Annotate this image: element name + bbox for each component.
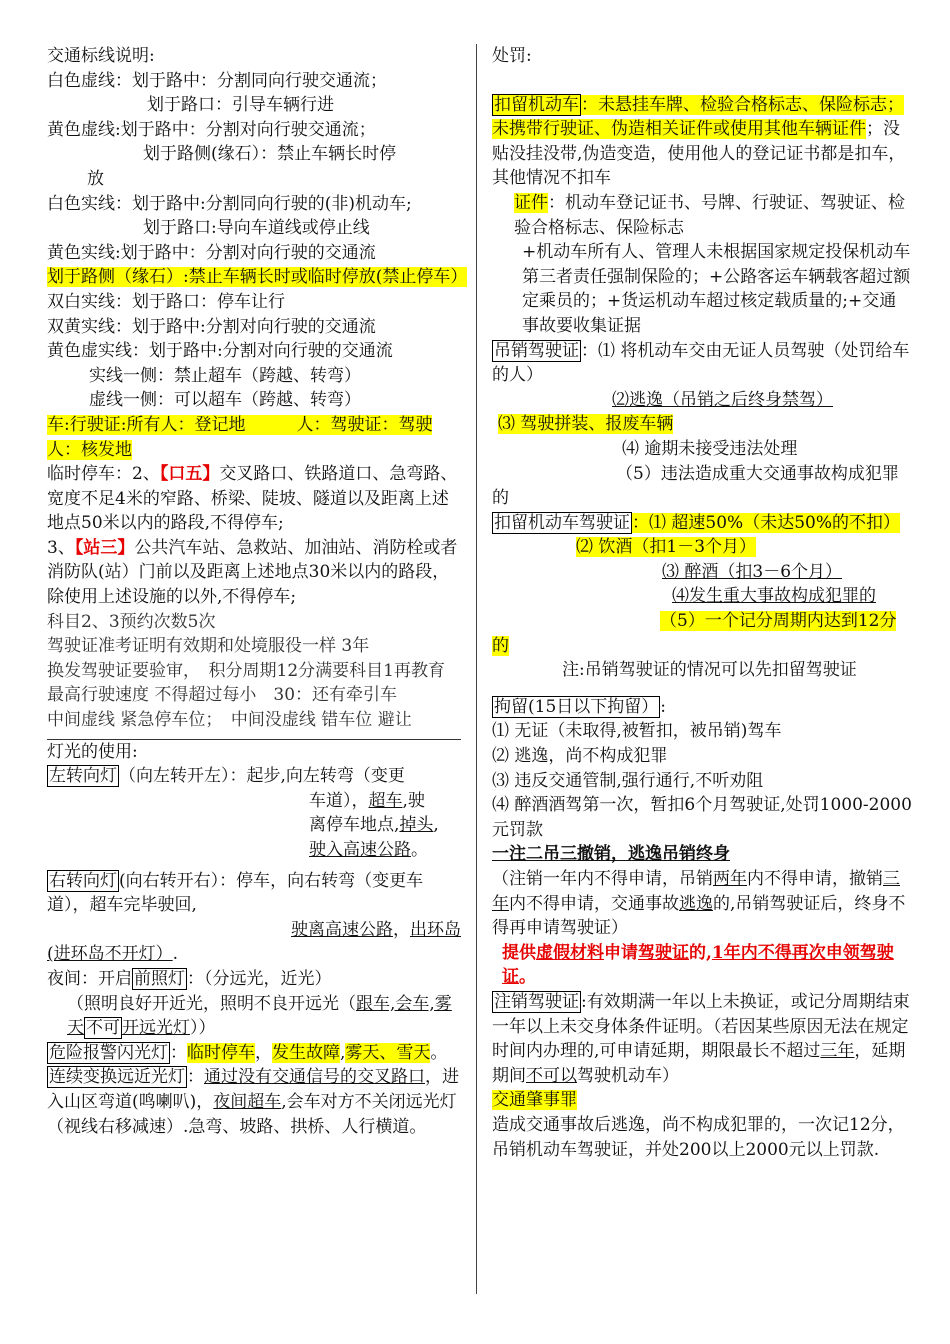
rule-summary: 一注二吊三撤销，逃逸吊销终身 — [492, 844, 730, 865]
hazard-line — [47, 1041, 461, 1066]
hazard-fault: 发生故障 — [272, 1042, 340, 1063]
left-turn-line-2 — [47, 789, 461, 814]
revoke-line-5: （5）违法造成重大交通事故构成犯罪的 — [492, 463, 899, 509]
yellow-mixed-line-1: 黄色虚实线：划于路中:分割对向行驶的交通流 — [47, 341, 393, 362]
temp-stop3-tag: 【站三】 — [74, 537, 135, 558]
detain-license-text-2: ⑵ 饮酒（扣1－3个月） — [576, 537, 757, 558]
rule-three-years: 三年 — [492, 869, 900, 914]
revoke-text-2: ⑵逃逸（吊销之后终身禁驾） — [612, 389, 833, 410]
custody-3: ⑶ 违反交通管制,强行通行,不听劝阻 — [492, 770, 764, 791]
flash-night-overtake: 夜间超车 — [213, 1091, 282, 1112]
cancel-text-b: ，延期期间 — [492, 1041, 906, 1086]
left-turn-period: 。 — [411, 840, 428, 860]
detain-license-text-5: （5）一个记分周期内达到12分的 — [492, 611, 897, 656]
cancel-not-allowed: 不可以 — [526, 1065, 577, 1086]
night-text-2a: （照明良好开近光，照明不良开远光（ — [67, 993, 356, 1014]
night-prefix: 夜间：开启 — [47, 968, 132, 989]
cancel-license-block — [492, 990, 912, 1088]
hazard-temp-stop: 临时停车 — [187, 1042, 255, 1063]
cancel-three-years: 三年 — [820, 1041, 855, 1062]
night-follow-car: 跟车,会车,雾天 — [67, 993, 452, 1039]
custody-title-line — [492, 695, 912, 720]
penalty-title: 处罚: — [492, 46, 532, 66]
hazard-colon: ： — [170, 1042, 187, 1063]
right-turn-comma: ， — [393, 919, 410, 940]
false-material-d: 。 — [519, 967, 536, 988]
hazard-sep-1: ， — [255, 1042, 272, 1063]
left-turn-line-3 — [47, 813, 461, 838]
license-highlight: 车:行驶证:所有人：登记地 人：驾驶证：驾驶人：核发地 — [47, 414, 433, 460]
markings-title: 交通标线说明: — [47, 46, 155, 66]
left-turn-overtake: 超车 — [368, 790, 403, 811]
cancel-text-a: :有效期满一年以上未换证，或记分周期结束一年以上未交身体条件证明。（若因某些原因无法在规定时间内办理的,可申请延期，期限最长不超过 — [492, 991, 910, 1062]
revoke-text-3: ⑶ 驾驶拼装、报废车辆 — [498, 414, 674, 435]
note-5: 中间虚线 紧急停车位； 中间没虚线 错车位 避让 — [47, 710, 412, 731]
flash-line — [47, 1065, 461, 1139]
flash-text-c: ,会车对方不关闭远光灯（视线右移减速）.急弯、坡路、拱桥、人行横道。 — [47, 1091, 457, 1137]
detain-license-text-3: ⑶ 醉酒（扣3－6个月） — [662, 561, 843, 582]
custody-colon: : — [660, 696, 666, 717]
note-4: 最高行驶速度 不得超过每小 30：还有牵引车 — [47, 685, 398, 706]
temp-stop-rule-3 — [47, 536, 461, 610]
right-turn-line-2 — [47, 918, 461, 943]
custody-box: 拘留(15日以下拘留） — [494, 696, 659, 717]
left-turn-text-3c: , — [433, 815, 439, 836]
headlight-box: 前照灯 — [134, 968, 185, 989]
left-turn-text-2: 车道）， — [309, 790, 369, 811]
column-divider — [476, 44, 477, 1294]
certificates-block — [492, 191, 912, 240]
hazard-weather: 雾天、雪天 — [345, 1042, 431, 1063]
hitrun-title-line — [492, 1088, 912, 1113]
hazard-light-box: 危险报警闪光灯 — [49, 1042, 168, 1063]
white-dashed-line-1: 白色虚线：划于路中：分割同向行驶交通流； — [47, 70, 387, 91]
rule-detail-d: 的,吊销驾驶证后，终身不得再申请驾驶证） — [492, 893, 906, 939]
night-high-beam: 开远光灯 — [122, 1018, 190, 1039]
detain-license-line-5 — [492, 609, 912, 658]
false-material-u2: 驾驶证 — [638, 942, 689, 963]
right-turn-exit-roundabout: 出环岛 — [410, 919, 461, 940]
revoke-line-3 — [492, 412, 912, 437]
license-line — [47, 413, 461, 462]
double-white-line: 双白实线：划于路口：停车让行 — [47, 291, 285, 312]
detain-vehicle-rest: ；没贴没挂没带,伪造变造，使用他人的登记证书都是扣车，其他情况不扣车 — [492, 119, 906, 189]
temp-stop-prefix: 临时停车：2、 — [47, 464, 160, 485]
flash-light-box: 连续变换远近光灯 — [49, 1067, 185, 1088]
yellow-solid-line-2 — [47, 265, 468, 290]
false-material-b: 申请 — [604, 942, 638, 963]
flash-text-b: ，进入山区弯道(鸣喇叭)， — [47, 1067, 459, 1112]
revoke-line-4: ⑷ 逾期未接受违法处理 — [622, 438, 798, 459]
hazard-sep-2: , — [340, 1042, 346, 1063]
night-line-1 — [47, 967, 461, 992]
detain-license-line-4 — [492, 584, 912, 609]
insurance-block: +机动车所有人、管理人未根据国家规定投保机动车第三者责任强制保险的；+公路客运车辆载客超过额定乘员的；+货运机动车超过核定载质量的;+交通事故要收集证据 — [522, 242, 911, 336]
certificates-label: 证件 — [514, 192, 548, 213]
cancel-license-box: 注销驾驶证 — [494, 991, 579, 1012]
left-turn-highway: 驶入高速公路 — [309, 840, 411, 860]
temp-stop-text: 交叉路口、铁路道口、急弯路、宽度不足4米的窄路、桥梁、陡坡、隧道以及距离上述地点50米以内的路段,不得停车; — [47, 464, 458, 534]
detain-note: 注:吊销驾驶证的情况可以先扣留驾驶证 — [562, 660, 857, 681]
detain-vehicle-box: 扣留机动车 — [494, 94, 579, 115]
temp-stop-rule-2 — [47, 462, 461, 536]
detain-license-line-1 — [492, 511, 912, 536]
right-turn-period: . — [172, 944, 179, 965]
revoke-line-1 — [492, 339, 912, 388]
temp-stop-tag: 【口五】 — [159, 464, 220, 485]
white-dashed-line-2: 划于路口：引导车辆行进 — [147, 95, 334, 116]
right-turn-line-1 — [47, 869, 461, 918]
left-turn-box: 左转向灯 — [49, 766, 117, 787]
left-turn-text-2c: ,驶 — [402, 790, 425, 811]
note-1: 科目2、3预约次数5次 — [47, 611, 216, 632]
yellow-mixed-line-2: 实线一侧：禁止超车（跨越、转弯） — [89, 365, 361, 386]
hitrun-text: 造成交通事故后逃逸，尚不构成犯罪的，一次记12分，吊销机动车驾驶证，并处200以上2000元以上罚款. — [492, 1114, 905, 1160]
double-yellow-line: 双黄实线：划于路中:分割对向行驶的交通流 — [47, 316, 376, 337]
detain-license-text-1: ：⑴ 超速50%（未达50%的不扣） — [632, 512, 900, 533]
detain-license-text-4: ⑷发生重大事故构成犯罪的 — [672, 586, 876, 607]
yellow-dashed-line-3: 放 — [87, 168, 104, 189]
detain-vehicle-block — [492, 93, 912, 191]
left-turn-line-4 — [47, 838, 461, 863]
detain-license-box: 扣留机动车驾驶证 — [494, 512, 630, 533]
right-turn-leave-highway: 驶离高速公路 — [291, 919, 393, 940]
left-turn-uturn: 掉头 — [399, 815, 434, 836]
lights-title: 灯光的使用: — [47, 741, 138, 762]
right-turn-box: 右转向灯 — [49, 870, 117, 891]
certificates-text: ：机动车登记证书、号牌、行驶证、驾驶证、检验合格标志、保险标志 — [514, 192, 905, 238]
left-turn-text-1: （向左转开左）：起步,向左转弯（变更 — [119, 766, 405, 787]
rule-detail-c: 内不得申请，交通事故 — [509, 893, 679, 914]
hitrun-title: 交通肇事罪 — [492, 1090, 577, 1111]
false-material-line — [492, 941, 912, 990]
note-2: 驾驶证准考证明有效期和处境服役一样 3年 — [47, 636, 370, 657]
revoke-text-1: ：⑴ 将机动车交由无证人员驾驶（处罚给车的人） — [492, 340, 910, 386]
custody-2: ⑵ 逃逸，尚不构成犯罪 — [492, 746, 668, 767]
rule-escape: 逃逸 — [679, 893, 713, 914]
custody-4: ⑷ 醉酒酒驾第一次，暂扣6个月驾驶证,处罚1000-2000元罚款 — [492, 795, 912, 840]
right-column — [492, 44, 912, 1162]
false-material-u3: 1年内不得再次申领驾驶证 — [502, 942, 894, 988]
hazard-period: 。 — [430, 1042, 448, 1063]
night-close: ）） — [190, 1018, 216, 1039]
yellow-dashed-line-1: 黄色虚线:划于路中：分割对向行驶交通流； — [47, 119, 376, 140]
night-text: ：（分远光，近光） — [187, 968, 332, 989]
detain-license-line-2 — [492, 535, 912, 560]
false-material-a: 提供 — [502, 942, 536, 963]
white-solid-line-1: 白色实线：划于路中:分割同向行驶的(非)机动车; — [47, 193, 412, 214]
revoke-license-box: 吊销驾驶证 — [494, 340, 579, 361]
false-material-c: 的, — [689, 942, 712, 963]
left-turn-text-3: 离停车地点, — [309, 815, 400, 836]
false-material-u1: 虚假材料 — [536, 942, 604, 963]
right-turn-text-1: (向右转开右）：停车，向右转弯（变更车道），超车完毕驶回, — [47, 870, 424, 916]
yellow-dashed-line-2: 划于路侧(缘石）：禁止车辆长时停 — [143, 144, 397, 165]
yellow-solid-line-1: 黄色实线:划于路中：分割对向行驶的交通流 — [47, 242, 376, 263]
detain-license-line-3 — [492, 560, 912, 585]
rule-two-years: 两年 — [713, 869, 747, 889]
rule-line — [492, 842, 912, 867]
night-not-allowed-box: 不可 — [86, 1018, 120, 1039]
white-solid-line-2: 划于路口:导向车道线或停止线 — [143, 218, 370, 239]
custody-1: ⑴ 无证（未取得,被暂扣，被吊销)驾车 — [492, 721, 782, 742]
cancel-text-c: 驾驶机动车） — [577, 1065, 679, 1086]
night-line-2 — [47, 992, 461, 1041]
rule-detail-a: （注销一年内不得申请，吊销 — [492, 869, 713, 889]
temp-stop3-prefix: 3、 — [47, 537, 75, 558]
left-column — [47, 44, 468, 1139]
detain-vehicle-highlight: ：未悬挂车牌、检验合格标志、保险标志；未携带行驶证、伪造相关证件或使用其他车辆证件 — [492, 94, 904, 140]
right-turn-enter-roundabout: (进环岛不开灯） — [47, 944, 173, 965]
rule-detail-b: 内不得申请，撤销 — [747, 869, 883, 889]
note-3: 换发驾驶证要验审， 积分周期12分满要科目1再教育 — [47, 660, 445, 681]
temp-stop3-text: 公共汽车站、急救站、加油站、消防栓或者消防队(站）门前以及距离上述地点30米以内的路段，除使用上述设施的以外,不得停车; — [47, 537, 458, 608]
revoke-line-2 — [492, 388, 912, 413]
yellow-mixed-line-3: 虚线一侧：可以超车（跨越、转弯） — [89, 390, 361, 411]
yellow-solid-highlight: 划于路侧（缘石）:禁止车辆长时或临时停放(禁止停车） — [47, 267, 468, 288]
flash-intersection: 通过没有交通信号的交叉路口 — [204, 1067, 425, 1088]
right-turn-line-3 — [47, 942, 461, 967]
left-turn-line-1 — [47, 764, 461, 789]
flash-colon: ： — [187, 1067, 204, 1088]
rule-detail — [492, 867, 912, 941]
